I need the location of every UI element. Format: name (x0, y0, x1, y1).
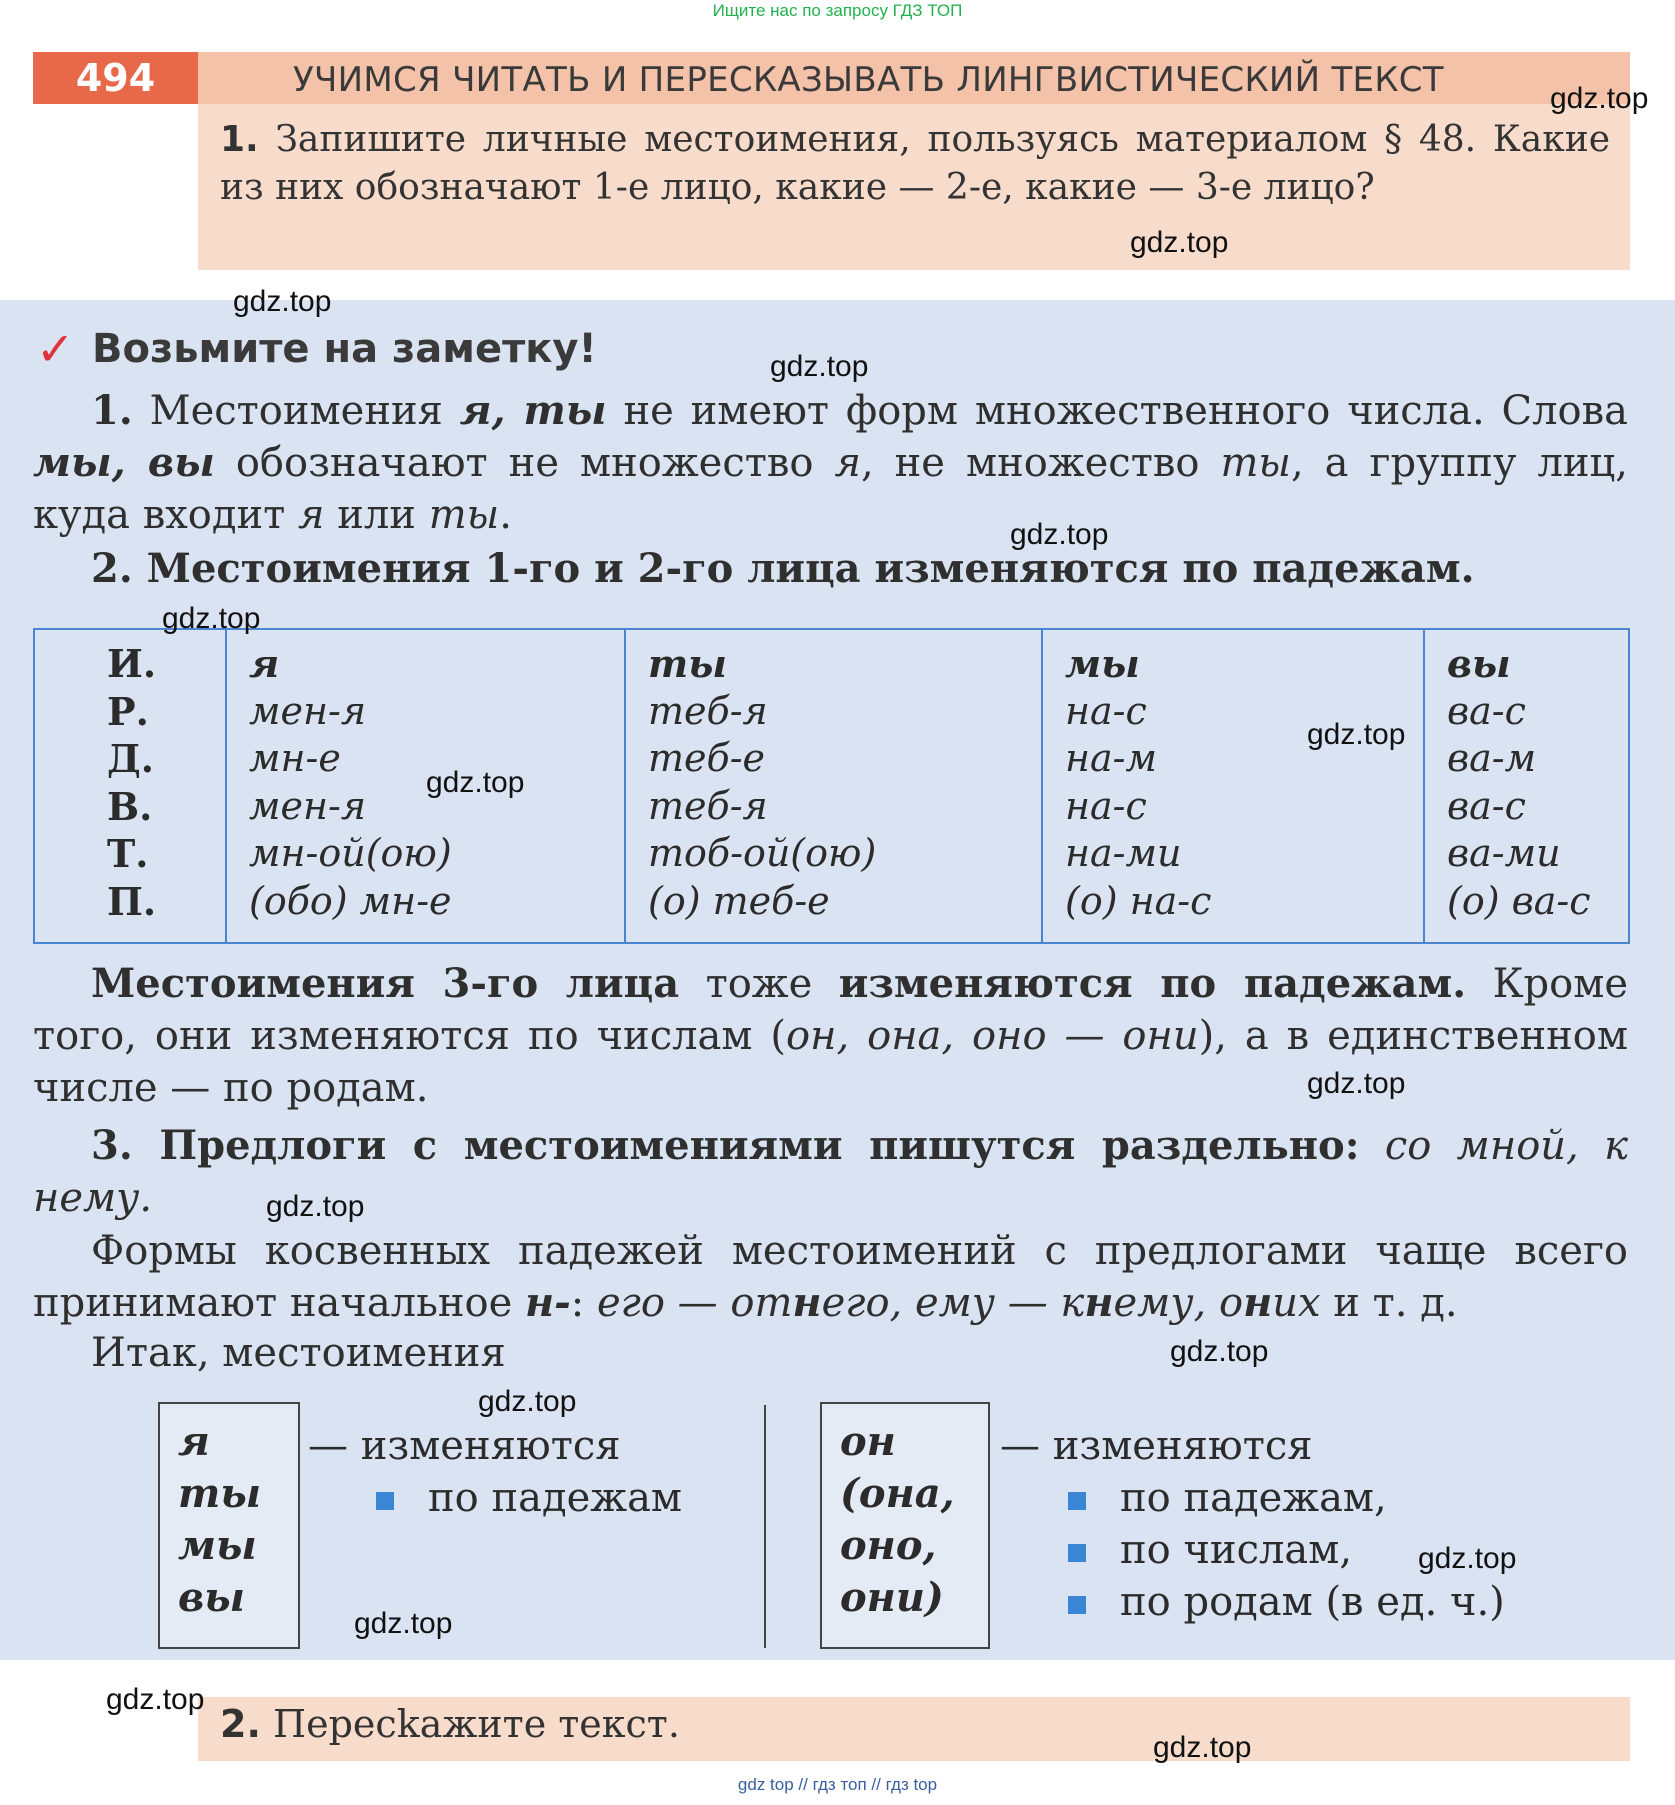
pronoun: мы (178, 1522, 257, 1569)
p5-n: н- (525, 1279, 571, 1326)
table-cell: мн-ой(ою) (249, 831, 452, 875)
summary-left-item-text: по падежам (428, 1475, 683, 1521)
declension-table (33, 628, 1630, 944)
watermark: gdz.top (266, 1190, 365, 1223)
table-cell: (о) на-с (1065, 878, 1212, 923)
watermark: gdz.top (478, 1385, 577, 1418)
table-cell: на-с (1065, 783, 1147, 828)
p5-ex-3: ему, о (1113, 1280, 1244, 1326)
p3-bold-c: изменяются по падежам. (838, 960, 1467, 1007)
table-cell: ва-м (1447, 736, 1537, 780)
table-cell: на-с (1065, 688, 1147, 733)
table-cell: теб-я (648, 783, 768, 828)
pronoun: ты (178, 1470, 262, 1517)
p5-n-3: н (1243, 1279, 1273, 1326)
table-cell: ва-с (1447, 783, 1526, 828)
task-2-number: 2. (220, 1702, 261, 1746)
table-cell: на-м (1065, 736, 1158, 780)
top-banner: Ищите нас по запросу ГДЗ ТОП (712, 1, 963, 20)
case-label: Д. (107, 736, 155, 781)
note-title: Возьмите на заметку! (92, 326, 597, 372)
watermark: gdz.top (106, 1683, 205, 1716)
task-1 (220, 116, 1610, 212)
p3-text-b: тоже (705, 961, 813, 1007)
table-cell: (о) теб-е (648, 878, 830, 923)
table-cell: мн-е (249, 736, 341, 780)
bullet-icon (376, 1492, 394, 1510)
summary-right-dash: — изменяются (1000, 1423, 1313, 1469)
p3-text-d: Кроме того, они изменяются по числам ( (33, 961, 1629, 1059)
p1-ya-2: я (298, 492, 325, 538)
p3-pronouns: он, она, оно — они (786, 1013, 1199, 1059)
table-col-ty (625, 629, 1042, 943)
p5-etc: и т. д. (1333, 1280, 1458, 1326)
table-cell: вы (1447, 641, 1511, 686)
watermark: gdz.top (770, 350, 869, 383)
table-cell: ва-ми (1447, 831, 1561, 875)
watermark: gdz.top (233, 285, 332, 318)
watermark: gdz.top (1170, 1335, 1269, 1368)
p5-ex-2: его, ему — к (821, 1280, 1085, 1326)
p4-bold: 3. Предлоги с местоимениями пишутся раздельно: (91, 1122, 1360, 1169)
pronoun: вы (178, 1574, 245, 1621)
table-cell: ты (648, 641, 727, 686)
watermark: gdz.top (1153, 1731, 1252, 1764)
case-label: Т. (107, 831, 149, 876)
watermark: gdz.top (426, 766, 525, 799)
p1-ya-ty: я, ты (459, 387, 607, 434)
summary-right-item-text: по числам, (1120, 1527, 1353, 1573)
bullet-icon (1068, 1596, 1086, 1614)
note-paragraph-5 (33, 1225, 1628, 1329)
table-cell: мы (1065, 641, 1140, 686)
p5-ex-4: их (1272, 1280, 1321, 1326)
p5-text-a: Формы косвенных падежей местоимений с предлогами чаще всего принимают начальное (33, 1228, 1628, 1326)
p1-ya: я (834, 440, 861, 486)
summary-right-words (822, 1404, 988, 1624)
watermark: gdz.top (1550, 82, 1649, 115)
watermark: gdz.top (1010, 518, 1109, 551)
table-cell: мен-я (249, 783, 367, 828)
pronoun: оно, (840, 1522, 937, 1569)
table-cell: мен-я (249, 688, 367, 733)
case-label: И. (107, 641, 157, 686)
watermark: gdz.top (162, 602, 261, 635)
note-paragraph-2 (33, 543, 1628, 595)
summary-right-item-text: по падежам, (1120, 1475, 1387, 1521)
summary-right-item (1068, 1472, 1505, 1524)
task-2 (220, 1702, 680, 1746)
pronoun: он (840, 1418, 896, 1465)
table-col-my (1042, 629, 1424, 943)
table-col-vy (1424, 629, 1629, 943)
p1-text-i: , а группу лиц, куда входит (33, 440, 1628, 538)
p1-text-a: Местоимения (149, 388, 443, 434)
p1-ili: или (337, 492, 416, 538)
p1-my-vy: мы, вы (33, 439, 215, 486)
table-cell: теб-я (648, 688, 768, 733)
bullet-icon (1068, 1544, 1086, 1562)
table-cell: теб-е (648, 736, 766, 780)
exercise-number: 494 (33, 52, 198, 104)
watermark: gdz.top (1130, 226, 1229, 259)
p2-text: 2. Местоимения 1-го и 2-го лица изменяются по падежам. (91, 545, 1475, 592)
p3-text-f: ), а в единственном числе — по родам. (33, 1013, 1628, 1111)
pronoun: я (178, 1418, 210, 1465)
watermark: gdz.top (1307, 718, 1406, 751)
summary-right-item-text: по родам (в ед. ч.) (1120, 1579, 1505, 1625)
summary-left-words (160, 1404, 298, 1624)
checkmark-icon: ✓ (36, 322, 75, 376)
task-2-text: Пересkажите текст. (272, 1702, 680, 1746)
summary-left-dash: — изменяются (308, 1423, 621, 1469)
p1-number: 1. (91, 387, 133, 434)
p1-text-g: , не множество (860, 440, 1200, 486)
table-cell: на-ми (1065, 831, 1182, 875)
p6-text: Итак, местоимения (91, 1330, 506, 1376)
task-1-number: 1. (220, 119, 259, 160)
table-cell: тоб-ой(ою) (648, 831, 877, 875)
summary-divider (764, 1405, 766, 1648)
p5-n-1: н (792, 1279, 822, 1326)
summary-left-box (158, 1402, 300, 1649)
p5-colon: : (570, 1280, 585, 1326)
p4-examples: со мной, к нему. (33, 1123, 1628, 1221)
pronoun: они) (840, 1574, 944, 1621)
bottom-banner: gdz top // гдз топ // гдз top (737, 1775, 938, 1794)
p1-text-e: обозначают не множество (235, 440, 814, 486)
p3-bold-a: Местоимения 3-го лица (91, 960, 680, 1007)
note-paragraph-6 (33, 1327, 1628, 1379)
p5-ex-1: его — от (596, 1280, 793, 1326)
table-cell: ва-с (1447, 688, 1526, 733)
watermark: gdz.top (1307, 1067, 1406, 1100)
table-col-cases (34, 629, 226, 943)
case-label: В. (107, 783, 153, 829)
p1-ty-2: ты (428, 492, 500, 538)
summary-right-item (1068, 1576, 1505, 1628)
pronoun: (она, (840, 1470, 955, 1517)
case-label: П. (107, 878, 157, 924)
summary-right-box (820, 1402, 990, 1649)
watermark: gdz.top (354, 1607, 453, 1640)
bullet-icon (1068, 1492, 1086, 1510)
table-cell: (обо) мн-е (249, 878, 452, 923)
p5-n-2: н (1084, 1279, 1114, 1326)
table-cell: я (249, 641, 280, 686)
note-paragraph-1 (33, 385, 1628, 541)
task-1-text: Запишите личные местоимения, пользуясь материалом § 48. Какие из них обозначают 1-е лицо, какие — 2-е, какие — 3-е лицо? (220, 119, 1610, 208)
p1-text-c: не имеют форм множественного числа. Слова (623, 388, 1628, 434)
watermark: gdz.top (1418, 1542, 1517, 1575)
p1-ty: ты (1220, 440, 1291, 486)
p1-period: . (499, 492, 512, 538)
case-label: Р. (107, 688, 149, 734)
table-cell: (о) ва-с (1447, 878, 1591, 923)
summary-left-item (376, 1472, 682, 1524)
exercise-title: УЧИМСЯ ЧИТАТЬ И ПЕРЕСКАЗЫВАТЬ ЛИНГВИСТИЧЕСКИЙ ТЕКСТ (293, 60, 1444, 100)
